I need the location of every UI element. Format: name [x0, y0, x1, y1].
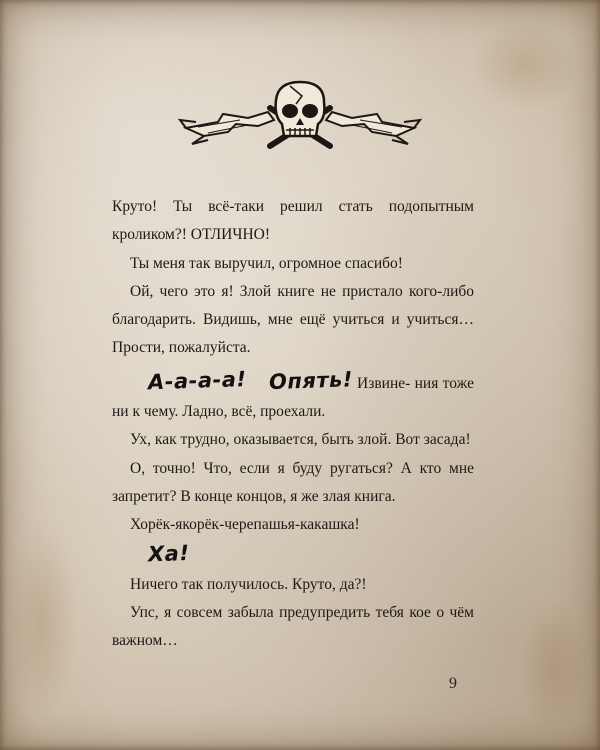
paragraph: Круто! Ты всё-таки решил стать подопытным кроликом?! ОТЛИЧНО!	[112, 198, 474, 244]
paper-stain	[520, 600, 590, 740]
shout-text: А-а-а-а!	[147, 366, 247, 395]
paragraph-with-shout	[112, 367, 474, 427]
page-number: 9	[449, 675, 457, 692]
paragraph: Хорёк-якорёк-черепашья-какашка!	[130, 516, 360, 534]
paragraph-text: Извине-	[357, 374, 411, 392]
skull-crossbones-banner-icon	[178, 78, 422, 158]
paragraph: Ой, чего это я! Злой книге не пристало кого-либо благодарить. Видишь, мне ещё учиться и учиться… Прости, пожалуйста.	[112, 282, 474, 357]
shout-text: Опять!	[268, 367, 354, 394]
paragraph: Ты меня так выручил, огромное спасибо!	[130, 254, 403, 272]
shout-text: Ха!	[147, 540, 190, 566]
paragraph: Ух, как трудно, оказывается, быть злой. Вот засада!	[130, 431, 471, 449]
page-text	[112, 193, 474, 656]
paper-stain	[470, 20, 580, 110]
paper-stain	[8, 520, 78, 720]
paragraph: О, точно! Что, если я буду ругаться? А кто мне запретит? В конце концов, я же злая книга.	[112, 459, 474, 505]
paragraph: Упс, я совсем забыла предупредить тебя кое о чём важном…	[112, 604, 474, 650]
paragraph: Ничего так получилось. Круто, да?!	[130, 575, 367, 593]
paragraph-with-shout	[112, 540, 474, 571]
paragraph-text: ния тоже ни к чему. Ладно, всё, проехали.	[112, 374, 475, 421]
